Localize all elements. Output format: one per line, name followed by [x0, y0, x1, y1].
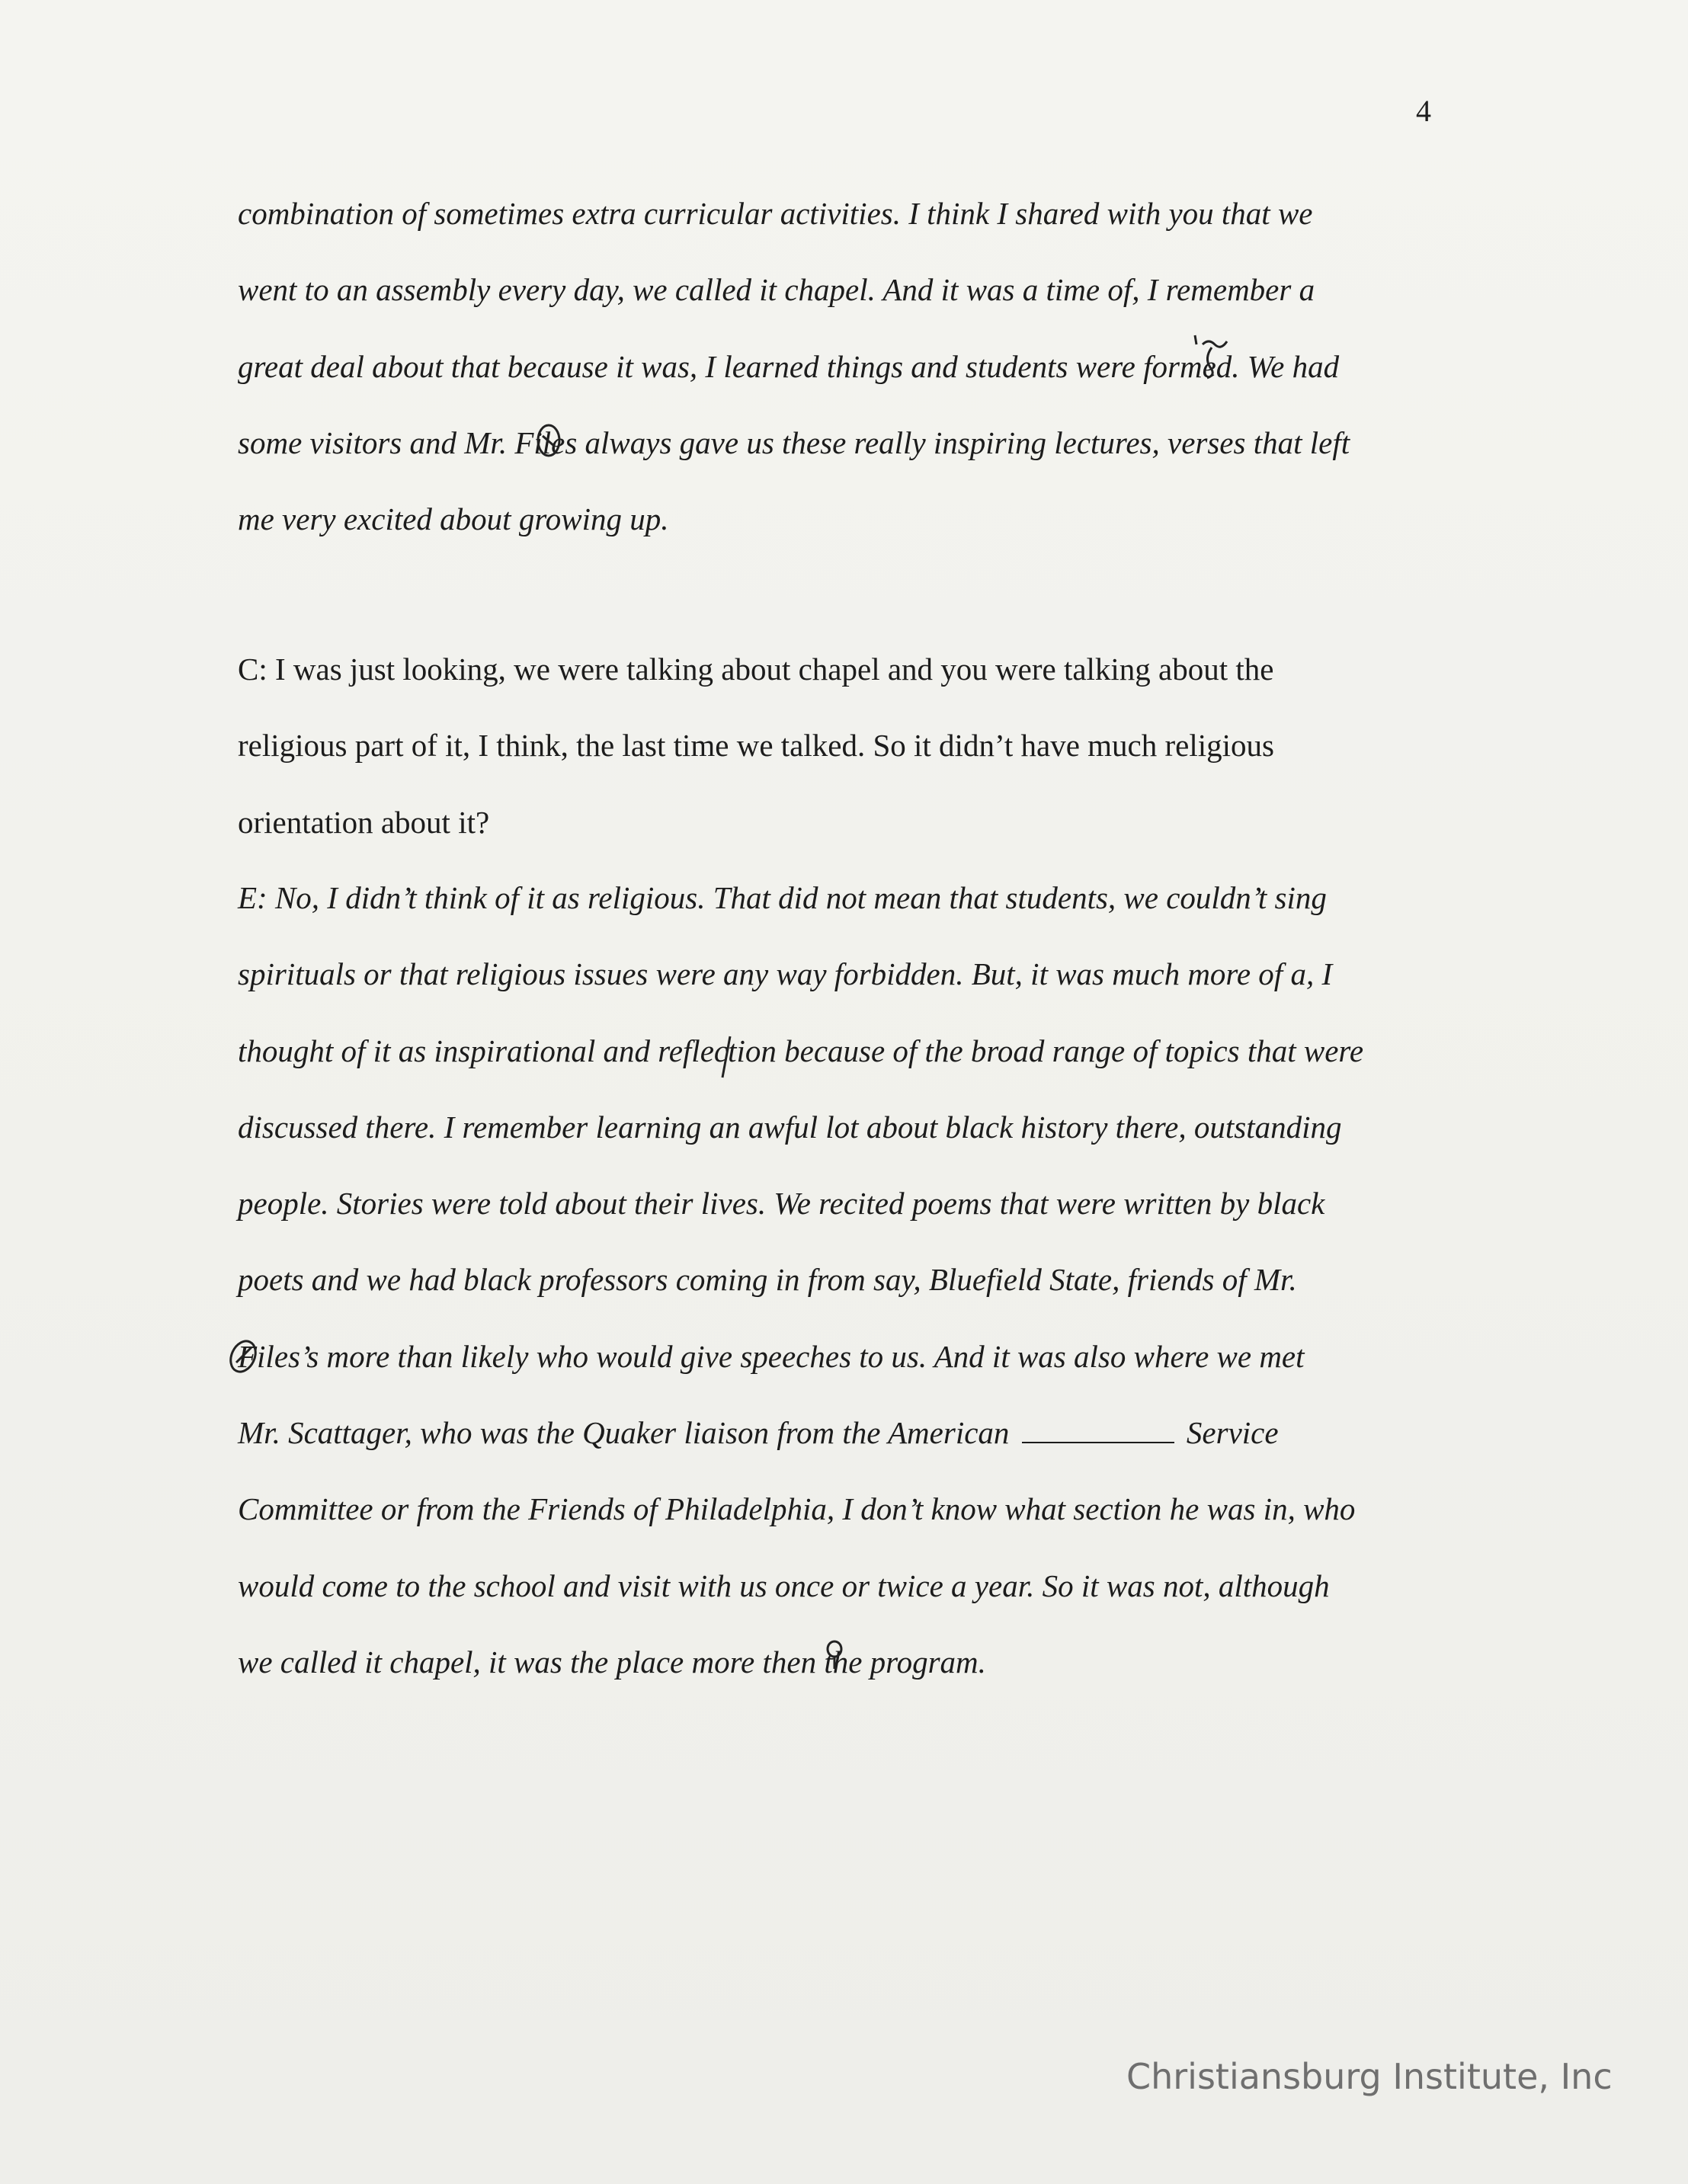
handwritten-circle-mark: [533, 421, 564, 460]
text-line: would come to the school and visit with us once or twice a year. So it was not, although: [238, 1568, 1330, 1603]
watermark-footer: Christiansburg Institute, Inc: [1126, 2056, 1613, 2097]
text-line: religious part of it, I think, the last time we talked. So it didn’t have much religious: [238, 728, 1274, 764]
text-line: discussed there. I remember learning an awful lot about black history there, outstanding: [238, 1109, 1342, 1145]
text-line: people. Stories were told about their lives. We recited poems that were written by black: [238, 1186, 1325, 1222]
paragraph-c: [238, 631, 1457, 860]
text-line: spirituals or that religious issues were any way forbidden. But, it was much more of a, I: [238, 956, 1333, 992]
text-line: thought of it as inspirational and reflection because of the broad range of topics that were: [238, 1033, 1364, 1068]
text-line: E: No, I didn’t think of it as religious. That did not mean that students, we couldn’t sing: [238, 880, 1327, 915]
text-line-end: Service: [1186, 1415, 1279, 1451]
handwritten-insert-mark: [1189, 328, 1235, 381]
text-line: me very excited about growing up.: [238, 501, 669, 537]
paragraph-e-1: [238, 175, 1457, 557]
text-line: poets and we had black professors coming in from say, Bluefield State, friends of Mr.: [238, 1262, 1297, 1298]
handwritten-strike-mark: [715, 1033, 738, 1081]
handwritten-circle-mark: [226, 1335, 261, 1378]
text-line: Files’s more than likely who would give speeches to us. And it was also where we met: [238, 1338, 1305, 1374]
page-number: 4: [1416, 94, 1431, 128]
text-line: combination of sometimes extra curricular activities. I think I shared with you that we: [238, 196, 1313, 231]
text-line-start: Mr. Scattager, who was the Quaker liaison from the American: [238, 1415, 1010, 1451]
text-line: went to an assembly every day, we called it chapel. And it was a time of, I remember a: [238, 272, 1315, 308]
text-line: C: I was just looking, we were talking about chapel and you were talking about the: [238, 652, 1274, 687]
paragraph-e-2: [238, 860, 1457, 1700]
handwritten-correction-mark: [822, 1638, 847, 1672]
text-line-with-blank: [238, 1395, 1457, 1471]
text-line: some visitors and Mr. Files always gave us these really inspiring lectures, verses that left: [238, 424, 1350, 460]
text-line: Committee or from the Friends of Philadelphia, I don’t know what section he was in, who: [238, 1491, 1356, 1527]
fill-in-blank: [1022, 1419, 1174, 1443]
text-line: orientation about it?: [238, 804, 490, 840]
text-line: we called it chapel, it was the place more then the program.: [238, 1644, 986, 1680]
text-line: great deal about that because it was, I learned things and students were formed. We had: [238, 348, 1340, 384]
